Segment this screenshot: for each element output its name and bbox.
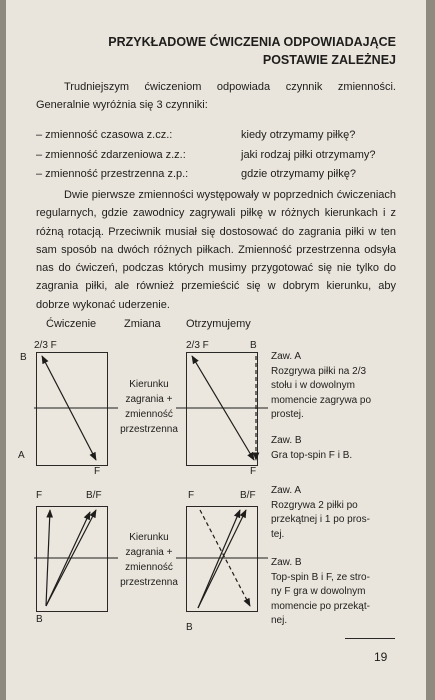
note-line: przekątnej i 1 po pros- xyxy=(271,514,370,525)
note-line: stołu i w dowolnym xyxy=(271,380,355,391)
note-line: Rozgrywa 2 piłki po xyxy=(271,499,358,511)
factor-question: kiedy otrzymamy piłkę? xyxy=(241,129,356,141)
label-f: F xyxy=(94,466,101,477)
note-line: Zaw. B xyxy=(271,435,302,446)
label-f: F xyxy=(36,490,43,501)
note-line: Zaw. B xyxy=(271,557,302,568)
label-b-f: B/F xyxy=(86,490,102,501)
factor-name: – zmienność przestrzenna z.p.: xyxy=(36,168,189,180)
factor-question: jaki rodzaj piłki otrzymamy? xyxy=(241,148,376,161)
note-line: momencie zagrywa po xyxy=(271,394,372,406)
label-f: F xyxy=(250,466,257,477)
note-line: momencie po przekąt- xyxy=(271,600,370,612)
factor-name: – zmienność zdarzeniowa z.z.: xyxy=(36,148,186,161)
ball-path-arrow xyxy=(46,512,90,606)
ball-path-arrow xyxy=(198,510,246,608)
header-exercise: Ćwiczenie xyxy=(46,318,97,330)
label-f: F xyxy=(188,490,195,501)
change-line: zagrania + xyxy=(125,547,173,558)
label-2-3-f: 2/3 F xyxy=(186,340,209,351)
footer-rule xyxy=(345,638,395,639)
note-line: Top-spin B i F, ze stro- xyxy=(271,571,370,583)
page-number: 19 xyxy=(374,650,388,664)
change-line: zmienność xyxy=(125,409,173,420)
header-change: Zmiana xyxy=(124,318,161,330)
change-line: zagrania + xyxy=(125,394,173,405)
note-line: Rozgrywa piłki na 2/3 xyxy=(271,365,367,377)
label-a: A xyxy=(18,450,25,461)
change-line: Kierunku xyxy=(129,379,169,390)
label-2-3-f: 2/3 F xyxy=(34,340,57,351)
change-line: zmienność xyxy=(125,562,173,573)
intro-text: Trudniejszym ćwiczeniom odpowiada czynnik zmienności. Generalnie wyróżnia się 3 czynniki: xyxy=(36,81,396,112)
title-line-1: PRZYKŁADOWE ĆWICZENIA ODPOWIADAJĄCE xyxy=(108,35,396,49)
label-b: B xyxy=(20,352,27,363)
note-line: nej. xyxy=(271,615,288,626)
body-text: Dwie pierwsze zmienności występowały w poprzednich ćwiczeniach regularnych, gdzie zawodnicy zagrywali piłkę w różnych kierunkach i z różną rotacją. Przeciwnik musiał się dostosować do zagrania piłki w ten sam sposób na dwóch różnych piłkach. Zmienność przestrzenna odsyła nas do ćwiczeń, podczas których musimy przygotować się nie tylko do zagrania piłki, ale również przemieścić się w dobrym kierunku, aby dobrze wykonać uderzenie. xyxy=(36,189,396,311)
header-receive: Otrzymujemy xyxy=(186,318,251,330)
note-line: Zaw. A xyxy=(271,485,302,496)
label-b: B xyxy=(250,340,257,351)
label-b: B xyxy=(186,622,193,633)
change-line: Kierunku xyxy=(129,532,169,543)
label-b: B xyxy=(36,614,43,625)
change-line: przestrzenna xyxy=(120,577,178,588)
label-b-f: B/F xyxy=(240,490,256,501)
note-line: Zaw. A xyxy=(271,351,302,362)
diagram-strokes xyxy=(6,0,426,700)
book-page xyxy=(6,0,426,700)
note-line: ny F gra w dowolnym xyxy=(271,586,366,597)
ball-path-arrow xyxy=(198,510,240,608)
note-line: Gra top-spin F i B. xyxy=(271,449,353,461)
title-line-2: POSTAWIE ZALEŻNEJ xyxy=(262,53,396,67)
factor-question: gdzie otrzymamy piłkę? xyxy=(241,168,356,180)
note-line: tej. xyxy=(271,528,285,540)
change-line: przestrzenna xyxy=(120,424,178,435)
note-line: prostej. xyxy=(271,409,304,420)
factor-name: – zmienność czasowa z.cz.: xyxy=(36,129,173,141)
